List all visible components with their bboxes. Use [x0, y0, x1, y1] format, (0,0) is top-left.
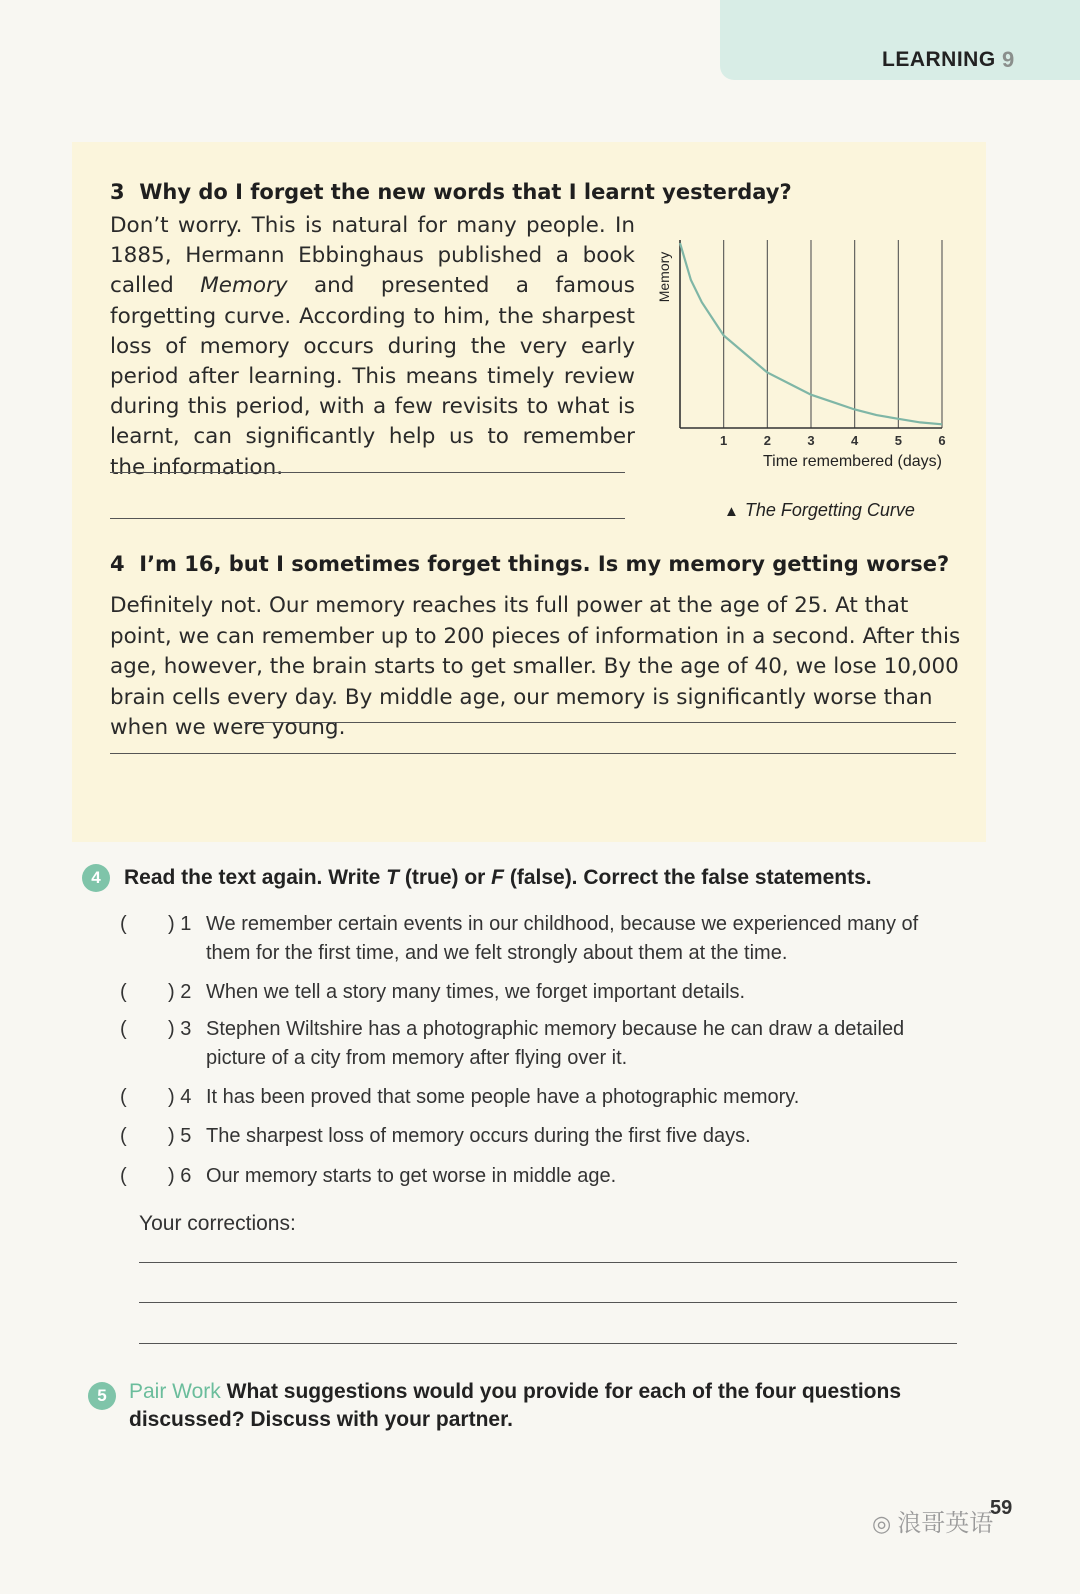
- statement-text: When we tell a story many times, we forget important details.: [206, 981, 746, 1003]
- correction-line-2[interactable]: [139, 1302, 957, 1303]
- corrections-label: Your corrections:: [139, 1212, 296, 1235]
- watermark-text: 浪哥英语: [897, 1509, 994, 1537]
- statement-number: 3: [180, 1018, 192, 1040]
- chart-title: The Forgetting Curve: [744, 500, 915, 520]
- instr-b: (true) or: [399, 866, 492, 889]
- exercise-4-instruction: [124, 866, 872, 890]
- answer-bracket[interactable]: (: [120, 1125, 127, 1147]
- q4-title: [110, 552, 949, 576]
- answer-line-q4-2[interactable]: [110, 753, 956, 754]
- statement-item: [120, 1122, 970, 1151]
- bracket-close: ) 2: [168, 981, 192, 1003]
- answer-bracket[interactable]: (: [120, 913, 127, 935]
- exercise-5-number: 5: [88, 1382, 116, 1410]
- chart-caption: [724, 500, 915, 521]
- wechat-icon: ◎: [872, 1512, 892, 1537]
- statement-item: [120, 978, 970, 1007]
- y-axis-label: Memory: [656, 251, 672, 303]
- statement-text: Stephen Wiltshire has a photographic memory because he can draw a detailed picture of a city from memory after flying over it.: [206, 1018, 905, 1069]
- statement-text: Our memory starts to get worse in middle age.: [206, 1165, 617, 1187]
- x-tick-label: 4: [851, 433, 859, 448]
- q3-number: 3: [110, 180, 125, 204]
- statement-text: It has been proved that some people have a photographic memory.: [206, 1086, 800, 1108]
- chart-svg: [656, 238, 980, 488]
- answer-line-q3-2[interactable]: [110, 518, 625, 519]
- q3-question: Why do I forget the new words that I learnt yesterday?: [139, 180, 792, 204]
- statement-item: [120, 1162, 970, 1191]
- exercise-5-instruction: [129, 1378, 929, 1434]
- bracket-close: ) 6: [168, 1165, 192, 1187]
- statement-text: The sharpest loss of memory occurs during the first five days.: [206, 1125, 751, 1147]
- section-header-tab: [720, 0, 1080, 80]
- q3-paragraph: [110, 211, 635, 483]
- instr-a: Read the text again. Write: [124, 866, 387, 889]
- section-title: LEARNING: [882, 48, 996, 71]
- x-tick-label: 1: [720, 433, 728, 448]
- answer-bracket[interactable]: (: [120, 1086, 127, 1108]
- q4-number: 4: [110, 552, 125, 576]
- answer-bracket[interactable]: (: [120, 1018, 127, 1040]
- q3-text-b: and presented a famous forgetting curve. According to him, the sharpest loss of memory occurs during the very early period after learning. This means timely review during this period, with a few revisits to what is learnt, can significantly help us to remember the information.: [110, 273, 635, 480]
- unit-number: 9: [1002, 47, 1015, 72]
- instr-t: T: [386, 866, 399, 889]
- page-number: 59: [990, 1497, 1013, 1519]
- x-tick-label: 6: [938, 433, 946, 448]
- statement-number: 5: [180, 1125, 192, 1147]
- statement-number: 1: [180, 913, 192, 935]
- bracket-close: ) 4: [168, 1086, 192, 1108]
- statement-number: 2: [180, 981, 192, 1003]
- x-tick-label: 5: [894, 433, 902, 448]
- bracket-close: ) 5: [168, 1125, 192, 1147]
- statement-item: [120, 910, 970, 968]
- bracket-close: ) 1: [168, 913, 192, 935]
- statement-text: We remember certain events in our childhood, because we experienced many of them for the first time, and we felt strongly about them at the time.: [206, 913, 919, 964]
- x-tick-label: 3: [807, 433, 815, 448]
- statement-number: 6: [180, 1165, 192, 1187]
- answer-bracket[interactable]: (: [120, 1165, 127, 1187]
- instr-c: (false). Correct the false statements.: [504, 866, 872, 889]
- answer-line-q4-1[interactable]: [244, 722, 956, 723]
- q3-title: [110, 180, 792, 204]
- book-title: Memory: [200, 273, 288, 299]
- x-axis-label: Time remembered (days): [762, 453, 942, 470]
- q4-question: I’m 16, but I sometimes forget things. Is my memory getting worse?: [139, 552, 950, 576]
- q4-paragraph: Definitely not. Our memory reaches its full power at the age of 25. At that point, we can remember up to 200 pieces of information in a second. After this age, however, the brain starts to get smaller. By the age of 40, we lose 10,000 brain cells every day. By middle age, our memory is significantly worse than when we were young.: [110, 593, 961, 740]
- instr-f: F: [491, 866, 504, 889]
- correction-line-1[interactable]: [139, 1262, 957, 1263]
- statement-item: [120, 1015, 970, 1073]
- answer-bracket[interactable]: (: [120, 981, 127, 1003]
- pair-work-label: Pair Work: [129, 1380, 221, 1403]
- correction-line-3[interactable]: [139, 1343, 957, 1344]
- forgetting-curve-chart: [656, 238, 980, 488]
- q3-text-a: Don’t worry. This is natural for many people. In 1885, Hermann Ebbinghaus published a book called: [110, 213, 635, 299]
- x-tick-label: 2: [763, 433, 771, 448]
- exercise-5-text: What suggestions would you provide for each of the four questions discussed? Discuss with your partner.: [129, 1380, 901, 1431]
- exercise-4-number: 4: [82, 864, 110, 892]
- answer-line-q3-1[interactable]: [110, 472, 625, 473]
- bracket-close: ) 3: [168, 1018, 192, 1040]
- statement-item: [120, 1083, 970, 1112]
- watermark: [872, 1503, 993, 1538]
- triangle-icon: ▲: [724, 503, 739, 520]
- statement-number: 4: [180, 1086, 192, 1108]
